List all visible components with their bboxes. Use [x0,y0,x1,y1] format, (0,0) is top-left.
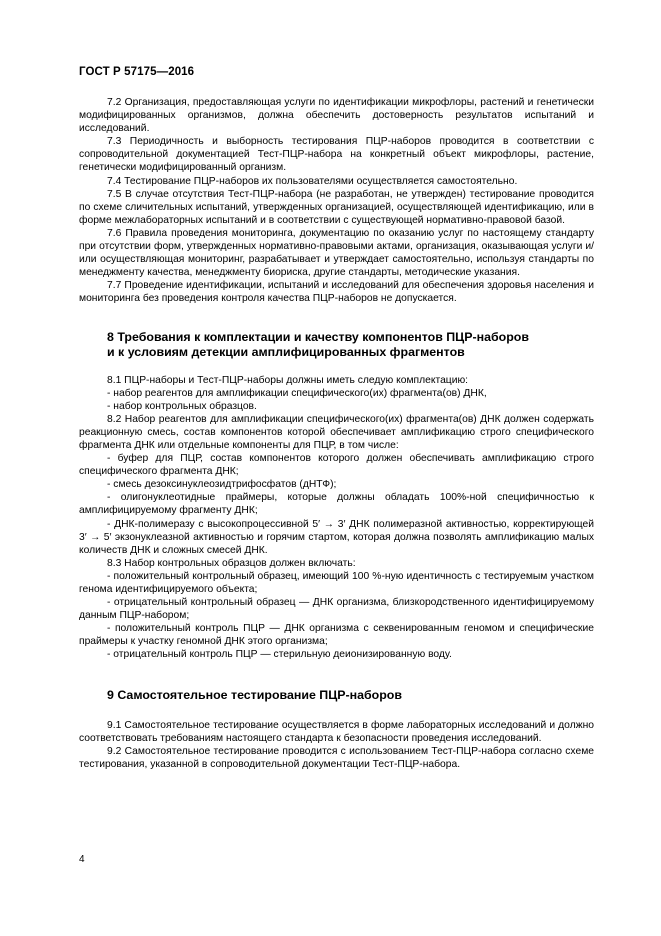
paragraph-7-7: 7.7 Проведение идентификации, испытаний и исследований для обеспечения здоровья населения и мониторинга без проведения контроля качества ПЦР-наборов не допускается. [79,280,594,305]
section-8-heading-line2: и к условиям детекции амплифицированных фрагментов [107,344,465,359]
section-8-heading-line1: 8 Требования к комплектации и качеству компонентов ПЦР-наборов [107,329,529,344]
section-8-heading [79,330,594,360]
paragraph-8-1: 8.1 ПЦР-наборы и Тест-ПЦР-наборы должны иметь следую комплектацию: [107,374,469,386]
list-item-positive-pcr-control: - положительный контроль ПЦР — ДНК организма с секвенированным геномом и специфические праймеры к участку геномной ДНК этого организма; [79,623,594,648]
list-item-primers: - олигонуклеотидные праймеры, которые должны обладать 100%-ной специфичностью к амплифицируемому фрагменту ДНК; [79,492,594,517]
paragraph-7-4: 7.4 Тестирование ПЦР-наборов их пользователями осуществляется самостоятельно. [107,175,518,187]
paragraph-7-3: 7.3 Периодичность и выборность тестирования ПЦР-наборов проводится в соответствии с сопроводительной документацией Тест-ПЦР-набора на конкретный объект микрофлоры, растение, генетически модифицированный организм. [79,136,594,174]
section-9-heading: 9 Самостоятельное тестирование ПЦР-наборов [107,687,402,702]
document-header: ГОСТ Р 57175—2016 [79,66,195,78]
list-item-negative-control-sample: - отрицательный контрольный образец — ДНК организма, близкородственного идентифицируемому данным ПЦР-набором; [79,597,594,622]
paragraph-9-2: 9.2 Самостоятельное тестирование проводится с использованием Тест-ПЦР-набора согласно схеме тестирования, указанной в сопроводительной документации Тест-ПЦР-набора. [79,745,594,770]
paragraph-8-2: 8.2 Набор реагентов для амплификации специфического(их) фрагмента(ов) ДНК должен содержать реакционную смесь, состав компонентов которой обеспечивает амплификацию строго специфического фрагмента ДНК или отдельные компоненты для ПЦР, в том числе: [79,413,594,451]
list-item-negative-pcr-control: - отрицательный контроль ПЦР — стерильную деионизированную воду. [107,649,452,661]
list-item-polymerase: - ДНК-полимеразу с высокопроцессивной 5′ → 3′ ДНК полимеразной активностью, корректирующей 3′ → 5′ экзонуклеазной активностью и горячим стартом, которая должна позволять амплификацию малых количеств ДНК и сложных смесей ДНК. [79,518,594,556]
paragraph-7-5: 7.5 В случае отсутствия Тест-ПЦР-набора (не разработан, не утвержден) тестирование проводится по схеме сличительных испытаний, утвержденных организацией, осуществляющей идентификацию, или в форме межлабораторных испытаний и в соответствии с существующей нормативно-правовой базой. [79,188,594,226]
paragraph-7-6: 7.6 Правила проведения мониторинга, документацию по оказанию услуг по настоящему стандарту при отсутствии форм, утвержденных нормативно-правовыми актами, организация, оказывающая услуги и/или осуществляющая мониторинг, разрабатывает и утверждает самостоятельно, используя стандарты по менеджменту качества, менеджменту биориска, другие стандарты, методические указания. [79,227,594,279]
list-item-control-set: - набор контрольных образцов. [107,400,257,412]
paragraph-7-2: 7.2 Организация, предоставляющая услуги по идентификации микрофлоры, растений и генетически модифицированных организмов, должна обеспечить достоверность результатов испытаний и исследований. [79,97,594,135]
page-content [79,96,594,771]
list-item-reagent-set: - набор реагентов для амплификации специфического(их) фрагмента(ов) ДНК, [107,387,487,399]
paragraph-8-3: 8.3 Набор контрольных образцов должен включать: [107,557,356,569]
page-number: 4 [79,854,85,865]
list-item-positive-control-sample: - положительный контрольный образец, имеющий 100 %-ную идентичность с тестируемым участком генома идентифицируемого объекта; [79,570,594,595]
list-item-pcr-buffer: - буфер для ПЦР, состав компонентов которого должен обеспечивать амплификацию строго специфического фрагмента ДНК; [79,453,594,478]
paragraph-9-1: 9.1 Самостоятельное тестирование осуществляется в форме лабораторных исследований и должно соответствовать требованиям настоящего стандарта к безопасности проведения исследований. [79,719,594,744]
list-item-dntp: - смесь дезоксинуклеозидтрифосфатов (дНТФ); [107,479,337,491]
